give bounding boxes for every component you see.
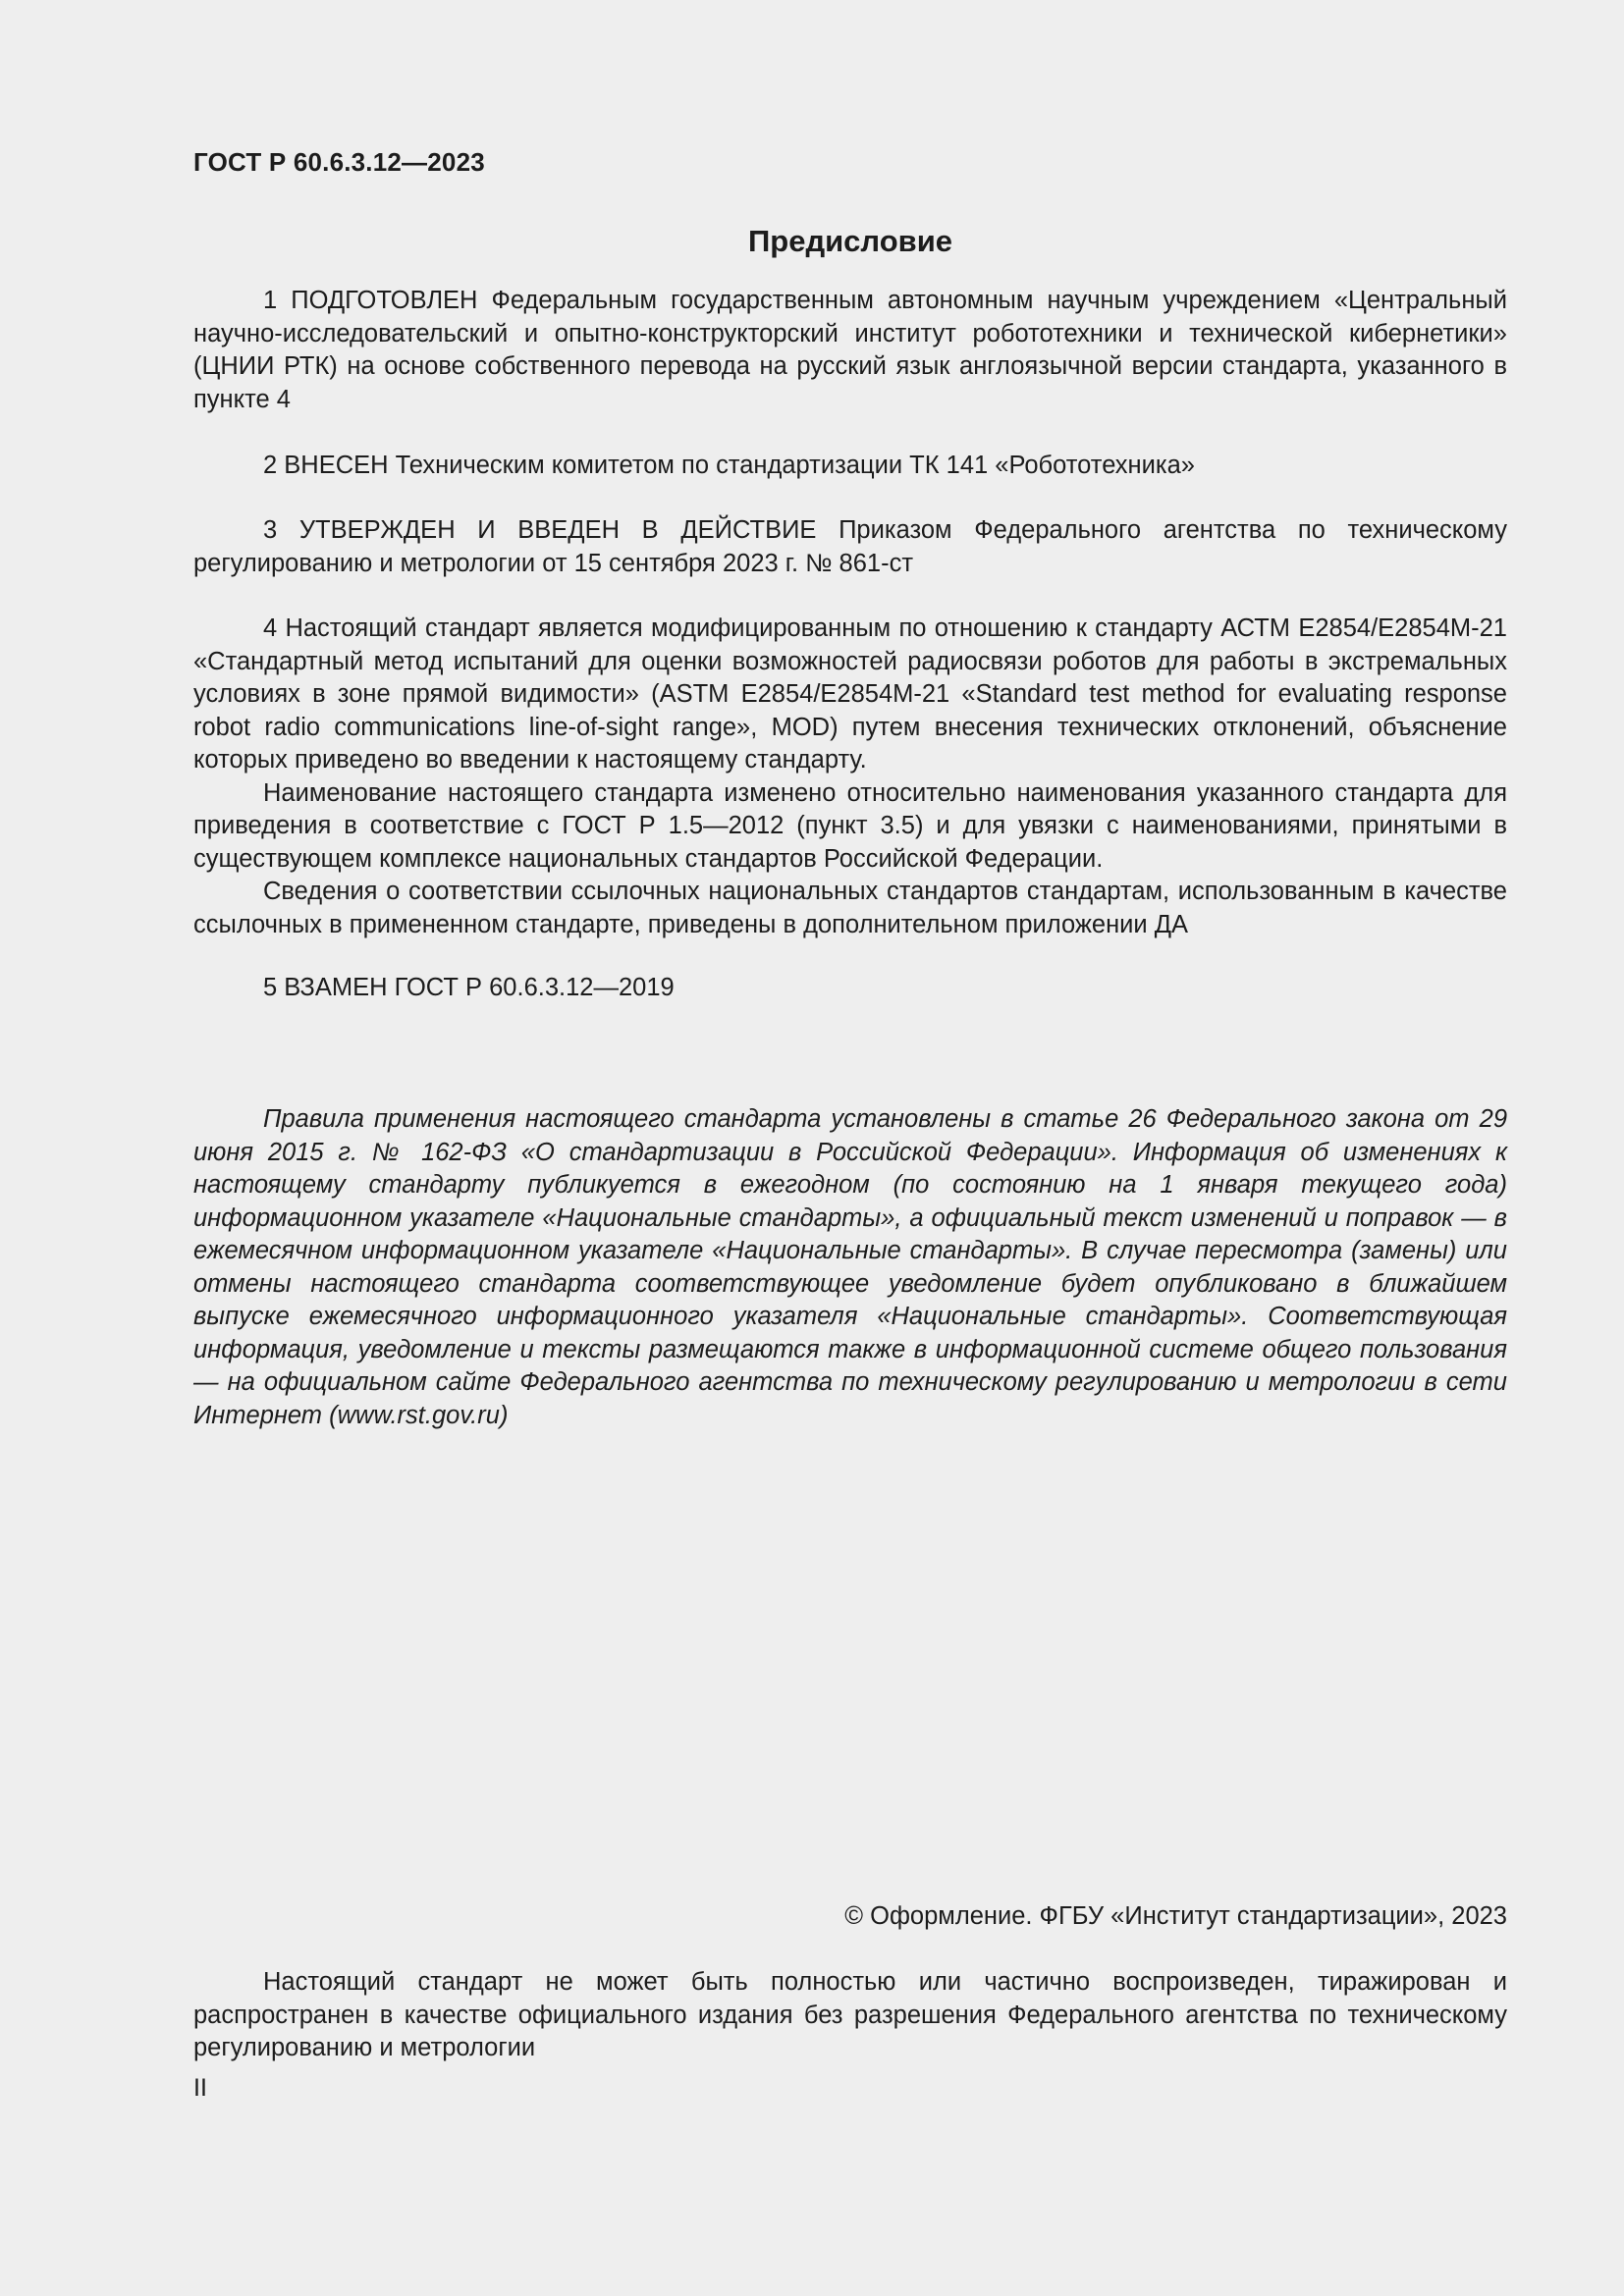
foreword-item-4 [193,613,1507,941]
reproduction-notice [193,1966,1507,2065]
foreword-item-4-paragraph-3: Сведения о соответствии ссылочных национальных стандартов стандартам, использованным в качестве ссылочных в примененном стандарте, приведены в дополнительном приложении ДА [193,878,1507,938]
foreword-item-4-paragraph-1: 4 Настоящий стандарт является модифицированным по отношению к стандарту АСТМ Е2854/Е2854М-21 «Стандартный метод испытаний для оценки возможностей радиосвязи роботов для работы в экстремальных условиях в зоне прямой видимости» (ASTM E2854/E2854M-21 «Standard test method for evaluating response robot radio communications line-of-sight range», MOD) путем внесения технических отклонений, объяснение которых приведено во введении к настоящему стандарту. [193,614,1507,774]
foreword-item-1-text: 1 ПОДГОТОВЛЕН Федеральным государственным автономным научным учреждением «Центральный научно-исследовательский и опытно-конструкторский институт робототехники и технической кибернетики» (ЦНИИ РТК) на основе собственного перевода на русский язык англоязычной версии стандарта, указанного в пункте 4 [193,287,1507,413]
rules-notice [193,1103,1507,1432]
foreword-item-3 [193,514,1507,580]
foreword-item-3-text: 3 УТВЕРЖДЕН И ВВЕДЕН В ДЕЙСТВИЕ Приказом Федерального агентства по техническому регулированию и метрологии от 15 сентября 2023 г. № 861-ст [193,516,1507,577]
foreword-item-2-text: 2 ВНЕСЕН Техническим комитетом по стандартизации ТК 141 «Робототехника» [263,452,1195,479]
reproduction-notice-text: Настоящий стандарт не может быть полностью или частично воспроизведен, тиражирован и распространен в качестве официального издания без разрешения Федерального агентства по техническому регулированию и метрологии [193,1968,1507,2061]
page-title: Предисловие [747,224,952,258]
copyright-line: © Оформление. ФГБУ «Институт стандартизации», 2023 [844,1902,1507,1930]
foreword-item-5-text: 5 ВЗАМЕН ГОСТ Р 60.6.3.12—2019 [263,974,675,1001]
foreword-item-1 [193,285,1507,416]
page-number: II [193,2074,207,2102]
document-code-header: ГОСТ Р 60.6.3.12—2023 [193,147,485,177]
rules-notice-text: Правила применения настоящего стандарта установлены в статье 26 Федерального закона от 29 июня 2015 г. № 162-ФЗ «О стандартизации в Российской Федерации». Информация об изменениях к настоящему стандарту публикуется в ежегодном (по состоянию на 1 января текущего года) информационном указателе «Национальные стандарты», а официальный текст изменений и поправок — в ежемесячном информационном указателе «Национальные стандарты». В случае пересмотра (замены) или отмены настоящего стандарта соответствующее уведомление будет опубликовано в ближайшем выпуске ежемесячного информационного указателя «Национальные стандарты». Соответствующая информация, уведомление и тексты размещаются также в информационной системе общего пользования — на официальном сайте Федерального агентства по техническому регулированию и метрологии в сети Интернет (www.rst.gov.ru) [193,1105,1507,1429]
foreword-item-5 [193,972,1507,1005]
foreword-item-4-paragraph-2: Наименование настоящего стандарта изменено относительно наименования указанного стандарта для приведения в соответствие с ГОСТ Р 1.5—2012 (пункт 3.5) и для увязки с наименованиями, принятыми в существующем комплексе национальных стандартов Российской Федерации. [193,778,1507,873]
foreword-item-2 [193,450,1507,483]
